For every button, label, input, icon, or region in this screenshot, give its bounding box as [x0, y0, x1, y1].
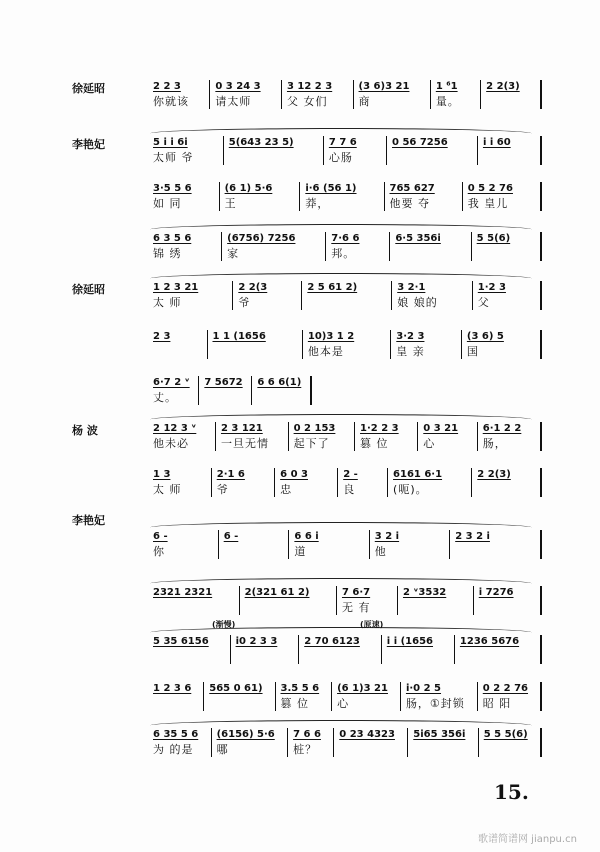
measure	[233, 281, 302, 310]
lyric: 王	[224, 197, 237, 210]
measure	[212, 728, 289, 757]
measure	[303, 330, 391, 359]
measure	[289, 530, 369, 559]
measure-row	[148, 376, 312, 405]
notes: 1 1 (1656	[212, 331, 266, 342]
staff-system	[72, 136, 542, 172]
notes: 0 2 2 76	[482, 683, 529, 694]
notes: 0 3 21	[423, 423, 459, 434]
notes: 3.5 5 6	[280, 683, 320, 694]
measure	[199, 376, 252, 405]
notes: (6156) 5·6	[216, 729, 275, 740]
lyric	[395, 247, 467, 261]
lyric: 国	[466, 345, 479, 358]
measure	[337, 586, 398, 615]
lyric: 哪	[216, 743, 229, 756]
measure	[370, 530, 450, 559]
measure-row	[148, 330, 542, 359]
lyric: 爷	[216, 483, 229, 496]
notes: 5i65 356i	[413, 729, 466, 740]
lyric: 皇 亲	[396, 345, 425, 358]
measure-row	[148, 80, 542, 109]
lyric: 篡 位	[360, 437, 389, 450]
notes: 1·2 2 3	[360, 423, 399, 434]
lyric: 心肠	[328, 151, 353, 164]
lyric	[153, 697, 200, 711]
staff-system	[72, 728, 542, 764]
lyric	[153, 601, 236, 615]
lyric	[209, 697, 271, 711]
measure	[332, 682, 401, 711]
staff-system	[72, 635, 542, 671]
singer-name: 杨 波	[72, 424, 98, 437]
notes: 6·7 2 ᵛ	[153, 377, 190, 388]
measure	[390, 232, 471, 261]
watermark: 歌谱简谱网 jianpu.cn	[478, 834, 577, 845]
notes: 5 5 5(6)	[483, 729, 528, 740]
measure	[391, 330, 462, 359]
notes: 2 2(3)	[477, 469, 511, 480]
notes: 3 2·1	[397, 282, 426, 293]
measure	[216, 422, 289, 451]
staff-system	[72, 376, 542, 412]
notes: i·0 2 5	[405, 683, 442, 694]
singer-name: 徐延昭	[72, 283, 105, 296]
measure	[355, 422, 418, 451]
measure-row	[148, 136, 542, 165]
singer-name: 李艳妃	[72, 514, 105, 527]
measure	[385, 182, 463, 211]
measure	[302, 281, 392, 310]
measure	[275, 468, 338, 497]
notes: 6 3 5 6	[153, 233, 192, 244]
lyric: 如 同	[153, 197, 182, 210]
notes: 565 0 61)	[209, 683, 263, 694]
notes: (6756) 7256	[227, 233, 296, 244]
notes: 6 0 3	[280, 469, 308, 480]
notes: (3 6) 5	[466, 331, 504, 342]
lyric	[477, 247, 537, 261]
lyric: 忠	[280, 483, 293, 496]
measure-row	[148, 232, 542, 261]
lyric: 心	[337, 697, 350, 710]
notes: 0 56 7256	[392, 137, 448, 148]
measure	[473, 281, 542, 310]
notes: 2 70 6123	[304, 636, 360, 647]
lyric	[455, 545, 537, 559]
lyric: 家	[227, 247, 240, 260]
lyric	[392, 151, 474, 165]
staff-system	[72, 232, 542, 268]
lyric	[153, 650, 227, 664]
measure-row	[148, 530, 542, 559]
lyric: 我 皇儿	[467, 197, 509, 210]
notes: 7 7 6	[328, 137, 357, 148]
measure	[299, 635, 382, 664]
notes: 10)3 1 2	[307, 331, 355, 342]
notes: 0 3 24 3	[215, 81, 261, 92]
lyric: 你就该	[153, 95, 189, 108]
lyric: (呃)。	[393, 483, 428, 496]
lyric: 莽，	[305, 197, 330, 210]
notes: 1236 5676	[459, 636, 520, 647]
lyric	[387, 650, 451, 664]
lyric	[304, 650, 378, 664]
measure	[478, 682, 542, 711]
lyric: 爷	[238, 296, 251, 309]
staff-system	[72, 80, 542, 116]
notes: i i (1656	[386, 636, 434, 647]
lyric: 篡 位	[280, 697, 309, 710]
lyric: 心	[423, 437, 436, 450]
measure	[148, 80, 210, 109]
lyric: 桩？	[293, 743, 318, 756]
measure-row	[148, 182, 542, 211]
measure-row	[148, 422, 542, 451]
lyric	[403, 601, 470, 615]
measure	[478, 136, 542, 165]
notes: 2·1 6	[216, 469, 245, 480]
lyric: 他未必	[153, 437, 189, 450]
lyric: 娘 娘的	[397, 296, 438, 309]
notes: 6 35 5 6	[153, 729, 199, 740]
lyric	[224, 545, 286, 559]
notes: 7 5672	[204, 377, 243, 388]
lyric	[484, 743, 537, 757]
notes: 6161 6·1	[393, 469, 443, 480]
measure	[282, 80, 354, 109]
staff-system	[72, 682, 542, 718]
lyric: 道	[294, 545, 307, 558]
tempo-annotation-slow: (渐慢)	[212, 620, 236, 629]
notes: 7 6·7	[341, 587, 371, 598]
measure	[212, 468, 275, 497]
notes: 2 3 2 i	[455, 531, 490, 542]
measure	[208, 330, 303, 359]
measure	[148, 586, 240, 615]
lyric: 肠，	[482, 437, 507, 450]
staff-system	[72, 330, 542, 366]
measure-row	[148, 468, 542, 497]
measure	[276, 682, 333, 711]
lyric: 锦 绣	[153, 247, 182, 260]
lyric	[483, 151, 537, 165]
measure	[387, 136, 478, 165]
staff-system	[72, 586, 542, 622]
measure-row	[148, 635, 542, 664]
measure	[220, 182, 301, 211]
notes: 7 6 6	[293, 729, 321, 740]
measure	[431, 80, 481, 109]
notes: 6 -	[153, 531, 168, 542]
notes: 2(321 61 2)	[244, 587, 310, 598]
lyric: 父 女们	[286, 95, 328, 108]
measure	[388, 468, 472, 497]
measure	[455, 635, 542, 664]
measure	[479, 728, 542, 757]
lyric: 你	[153, 545, 165, 558]
measure	[288, 728, 334, 757]
lyric: 丈。	[153, 391, 177, 404]
lyric	[229, 151, 320, 165]
measure-row	[148, 281, 542, 310]
notes: 2 5 61 2)	[307, 282, 358, 293]
lyric: 父	[477, 296, 490, 309]
lyric: 他本是	[307, 345, 344, 358]
notes: 765 627	[389, 183, 435, 194]
measure	[472, 468, 542, 497]
measure	[224, 136, 324, 165]
measure	[462, 330, 542, 359]
lyric	[213, 345, 299, 359]
lyric	[413, 743, 474, 757]
measure-row	[148, 586, 542, 615]
measure	[300, 182, 384, 211]
tempo-annotation-original: (原速)	[360, 620, 384, 629]
measure	[231, 635, 300, 664]
lyric	[479, 601, 537, 615]
measure	[148, 728, 212, 757]
measure	[204, 682, 275, 711]
measure	[252, 376, 312, 405]
notes: (6 1)3 21	[337, 683, 388, 694]
lyric	[307, 296, 388, 310]
notes: 2 2(3)	[486, 81, 520, 92]
lyric	[339, 743, 404, 757]
measure	[148, 682, 204, 711]
measure	[463, 182, 542, 211]
lyric	[245, 601, 333, 615]
measure	[474, 586, 542, 615]
notes: 3 2 i	[374, 531, 400, 542]
lyric: 请太师	[215, 95, 252, 108]
measure	[450, 530, 542, 559]
measure	[148, 376, 199, 405]
notes: 0 23 4323	[339, 729, 395, 740]
measure	[481, 80, 542, 109]
measure	[324, 136, 387, 165]
notes: 0 2 153	[293, 423, 336, 434]
singer-name: 李艳妃	[72, 138, 105, 151]
measure	[222, 232, 326, 261]
notes: (6 1) 5·6	[224, 183, 273, 194]
measure	[408, 728, 478, 757]
measure-row	[148, 682, 542, 711]
lyric: 邦。	[331, 247, 356, 260]
measure	[148, 530, 219, 559]
notes: 7·6 6	[331, 233, 360, 244]
lyric: 太 师	[153, 483, 182, 496]
lyric: 太师 爷	[153, 151, 194, 164]
measure	[338, 468, 388, 497]
lyric	[460, 650, 537, 664]
measure	[148, 330, 208, 359]
lyric	[204, 391, 248, 405]
notes: i0 2 3 3	[235, 636, 278, 647]
measure	[472, 232, 542, 261]
lyric: 起下了	[293, 437, 330, 450]
notes: 3·2 3	[396, 331, 425, 342]
notes: 2 12 3 ᵛ	[153, 423, 197, 434]
notes: 5 i i 6i	[153, 137, 188, 148]
notes: i 7276	[478, 587, 514, 598]
notes: 1·2 3	[477, 282, 506, 293]
measure-row	[148, 728, 542, 757]
measure	[148, 136, 224, 165]
lyric	[477, 483, 537, 497]
staff-system	[72, 182, 542, 218]
measure	[289, 422, 355, 451]
staff-system	[72, 514, 542, 566]
notes: 2 ᵛ3532	[402, 587, 447, 598]
notes: i·6 (56 1)	[305, 183, 357, 194]
lyric: 昭 阳	[482, 697, 512, 710]
notes: 2 2 3	[153, 81, 181, 92]
notes: 2321 2321	[153, 587, 213, 598]
lyric: 无 有	[341, 601, 371, 614]
notes: 2 -	[343, 469, 358, 480]
staff-system	[72, 468, 542, 504]
lyric: 量。	[435, 95, 460, 108]
measure	[401, 682, 478, 711]
measure	[148, 635, 231, 664]
notes: 1 2 3 21	[153, 282, 199, 293]
lyric: 太 师	[153, 296, 182, 309]
notes: 5 5(6)	[476, 233, 511, 244]
notes: 1 ⁶1	[435, 81, 458, 92]
notes: 0 5 2 76	[467, 183, 513, 194]
page-number: 15.	[494, 780, 529, 804]
measure	[354, 80, 431, 109]
measure	[210, 80, 282, 109]
notes: 3 12 2 3	[286, 81, 333, 92]
measure	[240, 586, 337, 615]
lyric: 良	[343, 483, 356, 496]
notes: 1 2 3 6	[153, 683, 192, 694]
notes: 2 3 121	[220, 423, 263, 434]
measure	[478, 422, 542, 451]
notes: 2 2(3	[238, 282, 268, 293]
lyric: 为 的是	[153, 743, 194, 756]
notes: 6 6 6(1)	[257, 377, 302, 388]
notes: (3 6)3 21	[358, 81, 410, 92]
measure	[148, 422, 216, 451]
lyric: 商	[358, 95, 371, 108]
notes: i i 60	[482, 137, 511, 148]
lyric	[236, 650, 296, 664]
lyric: 他	[374, 545, 387, 558]
staff-system	[72, 281, 542, 317]
staff-system	[72, 422, 542, 458]
measure	[392, 281, 473, 310]
lyric: 肠，①封锁	[405, 697, 465, 710]
measure	[148, 232, 222, 261]
notes: 2 3	[153, 331, 171, 342]
measure	[334, 728, 408, 757]
measure	[219, 530, 290, 559]
measure	[382, 635, 455, 664]
measure	[148, 182, 220, 211]
lyric	[153, 345, 204, 359]
measure	[326, 232, 390, 261]
measure	[418, 422, 477, 451]
notes: 6·1 2 2	[482, 423, 522, 434]
lyric	[257, 391, 307, 405]
measure	[398, 586, 474, 615]
notes: 6 6 i	[294, 531, 319, 542]
notes: 5(643 23 5)	[228, 137, 294, 148]
lyric: 一旦无情	[220, 437, 269, 450]
lyric	[486, 95, 537, 109]
notes: 3·5 5 6	[153, 183, 192, 194]
notes: 6 -	[223, 531, 239, 542]
measure	[148, 468, 212, 497]
notes: 1 3	[153, 469, 171, 480]
singer-name: 徐延昭	[72, 82, 105, 95]
notes: 5 35 6156	[153, 636, 209, 647]
measure	[148, 281, 233, 310]
notes: 6·5 356i	[395, 233, 441, 244]
lyric: 他要 夺	[389, 197, 430, 210]
